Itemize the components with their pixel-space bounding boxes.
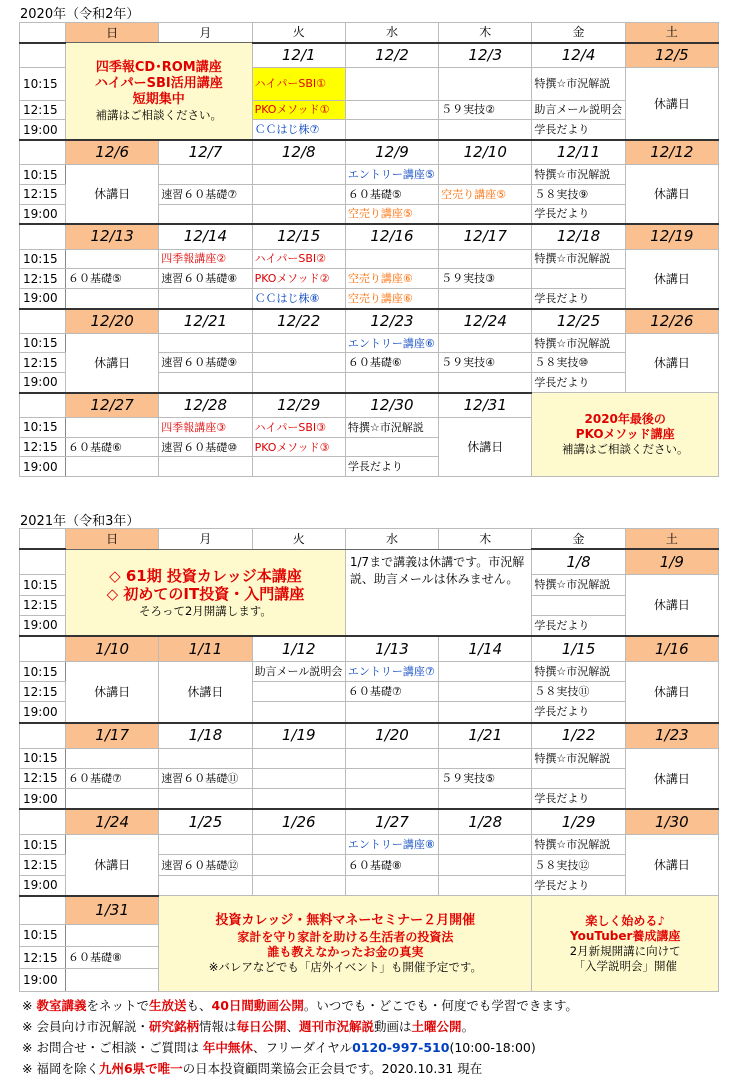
class-entry: ハイパーSBI②	[252, 249, 345, 269]
date-cell: 12/28	[159, 393, 252, 418]
date-cell: 1/22	[532, 723, 625, 749]
class-entry	[252, 165, 345, 185]
date-cell: 12/17	[439, 224, 532, 249]
class-entry: 空売り講座⑤	[439, 184, 532, 204]
time-label: 12:15	[20, 768, 66, 788]
time-label: 10:15	[20, 748, 66, 768]
class-entry	[439, 662, 532, 682]
date-cell-sun: 12/20	[66, 309, 159, 334]
class-entry	[252, 702, 345, 723]
class-entry: ＣＣはじ株⑧	[252, 288, 345, 308]
class-entry: 学長だより	[532, 875, 625, 896]
date-cell: 12/14	[159, 224, 252, 249]
date-cell	[20, 636, 66, 662]
weekday-mon: 月	[159, 23, 252, 43]
date-cell: 12/11	[532, 140, 625, 165]
date-cell	[20, 723, 66, 749]
time-label: 12:15	[20, 100, 66, 120]
class-entry: 速習６０基礎⑩	[159, 437, 252, 457]
calendar-2021	[19, 528, 719, 992]
holiday-cell: 休講日	[625, 165, 718, 224]
date-cell: 1/19	[252, 723, 345, 749]
date-cell: 12/15	[252, 224, 345, 249]
class-entry: ５９実技②	[439, 100, 532, 120]
class-entry: 特撰☆市況解説	[532, 68, 625, 101]
class-entry: エントリー講座⑧	[345, 835, 438, 855]
weekday-header	[20, 23, 66, 43]
weekday-fri: 金	[532, 529, 625, 550]
date-cell	[20, 549, 66, 575]
time-label: 10:15	[20, 662, 66, 682]
date-cell: 12/25	[532, 309, 625, 334]
class-entry	[66, 748, 159, 768]
time-label: 10:15	[20, 418, 66, 438]
time-label: 19:00	[20, 615, 66, 636]
class-entry: ５８実技⑨	[532, 184, 625, 204]
time-label: 10:15	[20, 835, 66, 855]
time-label: 10:15	[20, 575, 66, 595]
weekday-sun: 日	[66, 529, 159, 550]
date-cell: 12/1	[252, 43, 345, 68]
class-entry: 学長だより	[532, 120, 625, 140]
class-entry: ６０基礎⑥	[66, 437, 159, 457]
class-entry: 学長だより	[532, 288, 625, 308]
holiday-cell: 休講日	[625, 575, 718, 636]
class-entry	[345, 100, 438, 120]
class-entry	[345, 768, 438, 788]
date-cell: 12/9	[345, 140, 438, 165]
date-cell: 1/13	[345, 636, 438, 662]
class-entry	[66, 969, 159, 992]
time-label: 10:15	[20, 333, 66, 353]
class-entry	[66, 457, 159, 477]
class-entry: 空売り講座⑥	[345, 288, 438, 308]
class-entry	[252, 788, 345, 809]
date-cell: 12/30	[345, 393, 438, 418]
note-line-2: ※ 会員向け市況解説・研究銘柄情報は毎日公開、週刊市況解説動画は土曜公開。	[22, 1019, 475, 1034]
class-entry	[252, 855, 345, 875]
date-cell: 1/28	[439, 809, 532, 835]
class-entry: 特撰☆市況解説	[532, 662, 625, 682]
date-cell: 12/16	[345, 224, 438, 249]
date-cell	[20, 224, 66, 249]
date-cell: 12/18	[532, 224, 625, 249]
weekday-wed: 水	[345, 23, 438, 43]
footer-notes	[22, 995, 732, 1079]
holiday-cell: 休講日	[159, 662, 252, 723]
weekday-tue: 火	[252, 529, 345, 550]
class-entry: PKOメソッド③	[252, 437, 345, 457]
class-entry	[532, 595, 625, 615]
class-entry: 学長だより	[532, 373, 625, 393]
date-cell	[20, 43, 66, 68]
class-entry	[439, 333, 532, 353]
class-entry: ５９実技⑤	[439, 768, 532, 788]
class-entry: ５９実技④	[439, 353, 532, 373]
class-entry: ６０基礎⑧	[66, 947, 159, 969]
weekday-fri: 金	[532, 23, 625, 43]
class-entry: ６０基礎⑦	[66, 768, 159, 788]
time-label: 10:15	[20, 249, 66, 269]
class-entry	[159, 165, 252, 185]
class-entry: 特撰☆市況解説	[532, 249, 625, 269]
time-label: 10:15	[20, 165, 66, 185]
class-entry	[252, 353, 345, 373]
holiday-cell: 休講日	[625, 748, 718, 809]
announcement-box-youtuber: 楽しく始める♪ YouTuber養成講座 2月新規開講に向けて 「入学説明会」開催	[532, 896, 719, 992]
date-cell-sat: 1/9	[625, 549, 718, 575]
date-cell: 12/7	[159, 140, 252, 165]
date-cell-sat: 12/12	[625, 140, 718, 165]
class-entry	[252, 457, 345, 477]
time-label: 19:00	[20, 702, 66, 723]
holiday-cell: 休講日	[625, 835, 718, 896]
class-entry	[439, 702, 532, 723]
date-cell-sat: 1/23	[625, 723, 718, 749]
time-label: 12:15	[20, 184, 66, 204]
holiday-cell: 休講日	[66, 333, 159, 392]
class-entry	[345, 437, 438, 457]
class-entry: 助言メール説明会	[252, 662, 345, 682]
year-title-2021: 2021年（令和3年）	[20, 514, 140, 529]
date-cell: 1/18	[159, 723, 252, 749]
class-entry	[439, 875, 532, 896]
class-entry: 特撰☆市況解説	[532, 165, 625, 185]
class-entry	[252, 875, 345, 896]
date-cell: 1/11	[159, 636, 252, 662]
holiday-cell: 休講日	[625, 68, 718, 140]
date-cell: 12/2	[345, 43, 438, 68]
holiday-notice: 1/7まで講義は休講です。市況解説、助言メールは休みません。	[345, 549, 532, 636]
calendar-2020	[19, 22, 719, 477]
class-entry	[252, 768, 345, 788]
date-cell: 1/29	[532, 809, 625, 835]
time-label: 19:00	[20, 969, 66, 992]
holiday-cell: 休講日	[66, 165, 159, 224]
time-label: 19:00	[20, 288, 66, 308]
date-cell	[20, 809, 66, 835]
weekday-mon: 月	[159, 529, 252, 550]
class-entry	[159, 204, 252, 224]
date-cell: 1/15	[532, 636, 625, 662]
date-cell: 12/24	[439, 309, 532, 334]
class-entry	[159, 333, 252, 353]
class-entry	[439, 373, 532, 393]
time-label: 19:00	[20, 457, 66, 477]
note-line-4: ※ 福岡を除く九州6県で唯一の日本投資顧問業協会正会員です。2020.10.31 現在	[22, 1061, 483, 1076]
weekday-sat: 土	[625, 529, 718, 550]
date-cell: 1/27	[345, 809, 438, 835]
date-cell-sun: 1/24	[66, 809, 159, 835]
class-entry: ５９実技③	[439, 269, 532, 289]
class-entry	[345, 249, 438, 269]
date-cell-sun: 12/13	[66, 224, 159, 249]
class-entry	[345, 788, 438, 809]
date-cell: 12/31	[439, 393, 532, 418]
class-entry: 学長だより	[345, 457, 438, 477]
class-entry: 学長だより	[532, 615, 625, 636]
class-entry: ハイパーSBI③	[252, 418, 345, 438]
class-entry: ５８実技⑩	[532, 353, 625, 373]
time-label: 12:15	[20, 855, 66, 875]
class-entry: 学長だより	[532, 702, 625, 723]
class-entry: ハイパーSBI①	[252, 68, 345, 101]
class-entry	[439, 165, 532, 185]
class-entry: 速習６０基礎⑫	[159, 855, 252, 875]
class-entry	[159, 748, 252, 768]
class-entry	[252, 835, 345, 855]
time-label: 19:00	[20, 120, 66, 140]
date-cell: 1/8	[532, 549, 625, 575]
date-cell-sun: 12/6	[66, 140, 159, 165]
class-entry: 四季報講座③	[159, 418, 252, 438]
class-entry: ６０基礎⑤	[345, 184, 438, 204]
date-cell: 12/29	[252, 393, 345, 418]
weekday-tue: 火	[252, 23, 345, 43]
year-title-2020: 2020年（令和2年）	[20, 7, 140, 22]
class-entry	[66, 924, 159, 946]
date-cell: 12/3	[439, 43, 532, 68]
class-entry	[66, 418, 159, 438]
date-cell	[20, 896, 66, 924]
announcement-box: 四季報CD･ROM講座 ハイパーSBI活用講座 短期集中 補講はご相談ください。	[66, 43, 253, 140]
announcement-box-61ki: ◇ 61期 投資カレッジ本講座 ◇ 初めてのIT投資・入門講座 そろって2月開講します。	[66, 549, 346, 636]
class-entry: 特撰☆市況解説	[532, 748, 625, 768]
date-cell: 12/8	[252, 140, 345, 165]
date-cell: 1/20	[345, 723, 438, 749]
date-cell-sat: 12/19	[625, 224, 718, 249]
class-entry	[439, 249, 532, 269]
note-line-3: ※ お問合せ・ご相談・ご質問は 年中無休、フリーダイヤル0120-997-510(10:00-18:00)	[22, 1040, 536, 1055]
class-entry: エントリー講座⑥	[345, 333, 438, 353]
date-cell: 12/4	[532, 43, 625, 68]
date-cell: 12/10	[439, 140, 532, 165]
class-entry	[345, 748, 438, 768]
class-entry	[252, 373, 345, 393]
class-entry	[439, 748, 532, 768]
class-entry: ５８実技⑪	[532, 682, 625, 702]
class-entry	[345, 702, 438, 723]
class-entry: 学長だより	[532, 204, 625, 224]
weekday-header	[20, 529, 66, 550]
class-entry: エントリー講座⑤	[345, 165, 438, 185]
class-entry: 四季報講座②	[159, 249, 252, 269]
class-entry	[439, 120, 532, 140]
class-entry	[159, 835, 252, 855]
class-entry	[252, 184, 345, 204]
weekday-wed: 水	[345, 529, 438, 550]
class-entry: ＣＣはじ株⑦	[252, 120, 345, 140]
date-cell: 12/22	[252, 309, 345, 334]
time-label: 10:15	[20, 68, 66, 101]
class-entry: 速習６０基礎⑦	[159, 184, 252, 204]
class-entry: 助言メール説明会	[532, 100, 625, 120]
class-entry: ６０基礎⑥	[345, 353, 438, 373]
class-entry	[532, 269, 625, 289]
time-label: 10:15	[20, 924, 66, 946]
date-cell-sat: 1/30	[625, 809, 718, 835]
class-entry: 速習６０基礎⑧	[159, 269, 252, 289]
date-cell-sun: 12/27	[66, 393, 159, 418]
announcement-box-seminar: 投資カレッジ・無料マネーセミナー２月開催 家計を守り家計を助ける生活者の投資法 誰も教えなかったお金の真実 ※バレアなどでも「店外イベント」も開催予定です。	[159, 896, 532, 992]
date-cell: 12/23	[345, 309, 438, 334]
holiday-cell: 休講日	[625, 662, 718, 723]
class-entry	[439, 68, 532, 101]
class-entry	[345, 373, 438, 393]
class-entry	[159, 875, 252, 896]
weekday-thu: 木	[439, 23, 532, 43]
class-entry	[252, 333, 345, 353]
date-cell: 1/14	[439, 636, 532, 662]
date-cell	[20, 309, 66, 334]
date-cell: 1/21	[439, 723, 532, 749]
class-entry	[252, 682, 345, 702]
time-label: 12:15	[20, 437, 66, 457]
time-label: 12:15	[20, 682, 66, 702]
date-cell	[20, 140, 66, 165]
note-line-1: ※ 教室講義をネットで生放送も、40日間動画公開。いつでも・どこでも・何度でも学習できます。	[22, 998, 578, 1013]
class-entry	[159, 788, 252, 809]
announcement-box-pko: 2020年最後の PKOメソッド講座 補講はご相談ください。	[532, 393, 719, 477]
class-entry	[252, 204, 345, 224]
date-cell-sat: 12/5	[625, 43, 718, 68]
class-entry	[66, 288, 159, 308]
class-entry	[532, 768, 625, 788]
date-cell-sun: 1/10	[66, 636, 159, 662]
time-label: 19:00	[20, 204, 66, 224]
class-entry: ６０基礎⑧	[345, 855, 438, 875]
date-cell: 1/12	[252, 636, 345, 662]
date-cell: 1/26	[252, 809, 345, 835]
holiday-cell: 休講日	[66, 662, 159, 723]
class-entry	[345, 120, 438, 140]
class-entry	[439, 835, 532, 855]
class-entry: 特撰☆市況解説	[532, 333, 625, 353]
date-cell	[20, 393, 66, 418]
class-entry	[439, 204, 532, 224]
class-entry	[66, 788, 159, 809]
class-entry: PKOメソッド①	[252, 100, 345, 120]
class-entry	[159, 373, 252, 393]
time-label: 12:15	[20, 269, 66, 289]
date-cell: 1/25	[159, 809, 252, 835]
class-entry: 特撰☆市況解説	[532, 575, 625, 595]
class-entry: 特撰☆市況解説	[532, 835, 625, 855]
class-entry: 空売り講座⑤	[345, 204, 438, 224]
class-entry	[439, 288, 532, 308]
date-cell-sat: 12/26	[625, 309, 718, 334]
class-entry: ５８実技⑫	[532, 855, 625, 875]
class-entry: 特撰☆市況解説	[345, 418, 438, 438]
date-cell-sat: 1/16	[625, 636, 718, 662]
class-entry: 空売り講座⑥	[345, 269, 438, 289]
class-entry	[66, 249, 159, 269]
class-entry: エントリー講座⑦	[345, 662, 438, 682]
time-label: 12:15	[20, 947, 66, 969]
time-label: 12:15	[20, 595, 66, 615]
class-entry: ６０基礎⑦	[345, 682, 438, 702]
class-entry	[345, 68, 438, 101]
time-label: 19:00	[20, 373, 66, 393]
class-entry: ６０基礎⑤	[66, 269, 159, 289]
class-entry: 学長だより	[532, 788, 625, 809]
class-entry: 速習６０基礎⑨	[159, 353, 252, 373]
weekday-sat: 土	[625, 23, 718, 43]
class-entry	[252, 748, 345, 768]
class-entry	[439, 682, 532, 702]
time-label: 19:00	[20, 875, 66, 896]
class-entry	[159, 457, 252, 477]
class-entry	[159, 288, 252, 308]
date-cell-sun: 1/17	[66, 723, 159, 749]
date-cell-sun: 1/31	[66, 896, 159, 924]
time-label: 12:15	[20, 353, 66, 373]
weekday-sun: 日	[66, 23, 159, 43]
weekday-thu: 木	[439, 529, 532, 550]
time-label: 19:00	[20, 788, 66, 809]
holiday-cell: 休講日	[439, 418, 532, 477]
holiday-cell: 休講日	[625, 249, 718, 308]
class-entry	[439, 855, 532, 875]
date-cell: 12/21	[159, 309, 252, 334]
holiday-cell: 休講日	[66, 835, 159, 896]
class-entry	[439, 788, 532, 809]
class-entry: PKOメソッド②	[252, 269, 345, 289]
class-entry: 速習６０基礎⑪	[159, 768, 252, 788]
class-entry	[345, 875, 438, 896]
holiday-cell: 休講日	[625, 333, 718, 392]
